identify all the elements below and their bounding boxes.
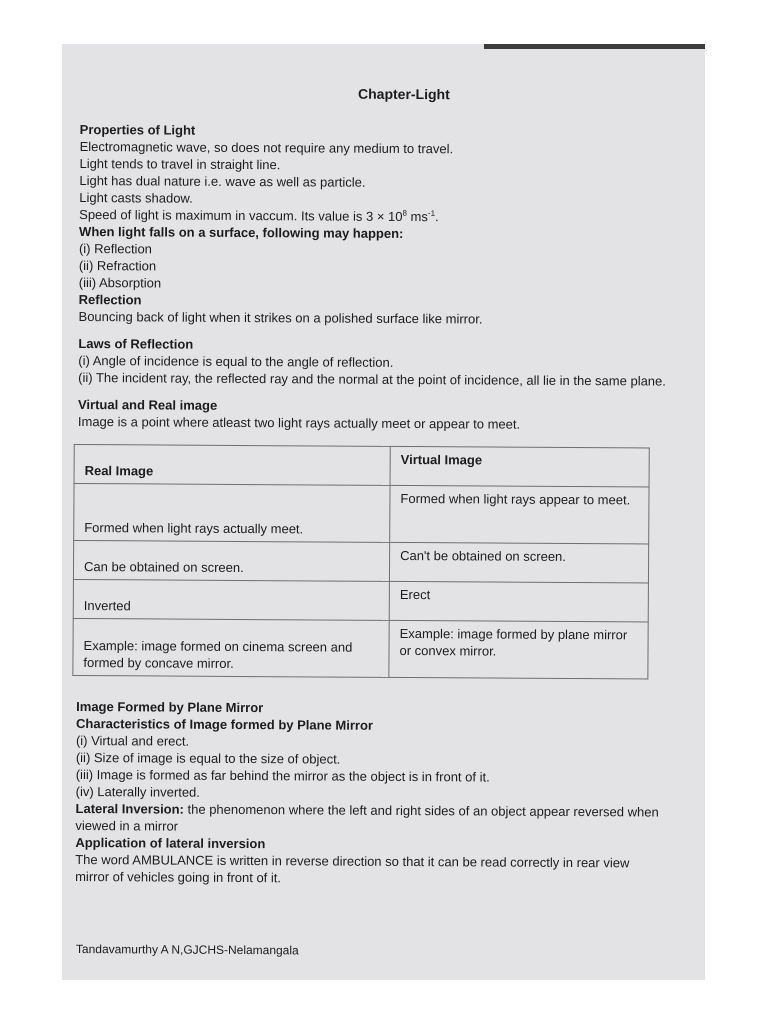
law-item: (i) Angle of incidence is equal to the angle of reflection. [78,352,394,370]
characteristic-item: (iv) Laterally inverted. [75,783,200,800]
speed-unit: ms [406,209,428,225]
characteristic-item: (ii) Size of image is equal to the size of object. [75,749,341,767]
application-heading: Application of lateral inversion [75,834,266,852]
speed-end: . [435,209,439,225]
reflection-text: Bouncing back of light when it strikes on a polished surface like mirror. [78,308,483,327]
table-row [74,483,649,544]
page-title: Chapter-Light [357,85,450,103]
table-cell: Formed when light rays actually meet. [74,483,390,542]
footer-author: Tandavamurthy A N,GJCHS-Nelamangala [75,942,299,958]
surface-heading: When light falls on a surface, following may happen: [79,223,404,241]
speed-unit-exponent: -1 [427,208,436,218]
property-line: Light tends to travel in straight line. [79,155,281,173]
law-item: (ii) The incident ray, the reflected ray and the normal at the point of incidence, all lie in the same plane. [78,369,666,389]
document-page [62,44,705,980]
table-row [73,579,648,622]
speed-text: Speed of light is maximum in vaccum. Its value is 3 × 10 [79,206,403,224]
images-text: Image is a point where atleast two light rays actually meet or appear to meet. [77,413,521,432]
properties-heading: Properties of Light [79,121,196,138]
table-header-real: Real Image [74,444,390,485]
reflection-heading: Reflection [78,291,142,308]
lateral-inversion-term: Lateral Inversion: [75,800,184,817]
table-cell: Can be obtained on screen. [73,540,389,581]
page-edge-line [484,44,705,49]
table-cell: Example: image formed on cinema screen and formed by concave mirror. [73,618,389,677]
property-line: Electromagnetic wave, so does not require any medium to travel. [79,138,454,157]
application-text: The word AMBULANCE is written in reverse direction so that it can be read correctly in rear view mirror of vehicles going in front of it. [75,851,630,886]
table-header-virtual: Virtual Image [390,446,649,487]
plane-mirror-heading: Image Formed by Plane Mirror [76,698,264,716]
table-cell: Example: image formed by plane mirror or convex mirror. [389,620,648,679]
table-cell: Formed when light rays appear to meet. [390,485,649,544]
surface-item: (i) Reflection [78,240,152,257]
comparison-table [72,444,649,680]
characteristic-item: (i) Virtual and erect. [75,732,190,749]
surface-item: (iii) Absorption [78,274,162,291]
images-heading: Virtual and Real image [77,396,218,413]
property-line: Light casts shadow. [79,189,193,206]
lateral-inversion-definition [75,800,663,838]
table-cell: Can't be obtained on screen. [389,542,648,583]
page-content [75,80,668,889]
speed-exponent: 8 [402,208,408,218]
table-cell: Inverted [73,579,389,620]
table-row [73,618,648,679]
table-cell: Erect [389,581,648,622]
surface-item: (ii) Refraction [78,257,157,274]
laws-heading: Laws of Reflection [78,335,194,352]
characteristics-heading: Characteristics of Image formed by Plane Mirror [76,715,374,733]
lateral-inversion-text: the phenomenon where the left and right sides of an object appear reversed when viewed in a mirror [75,801,659,834]
property-line: Light has dual nature i.e. wave as well as particle. [79,172,366,190]
table-header-row [74,444,649,487]
characteristic-item: (iii) Image is formed as far behind the mirror as the object is in front of it. [75,766,490,785]
table-row [73,540,648,583]
